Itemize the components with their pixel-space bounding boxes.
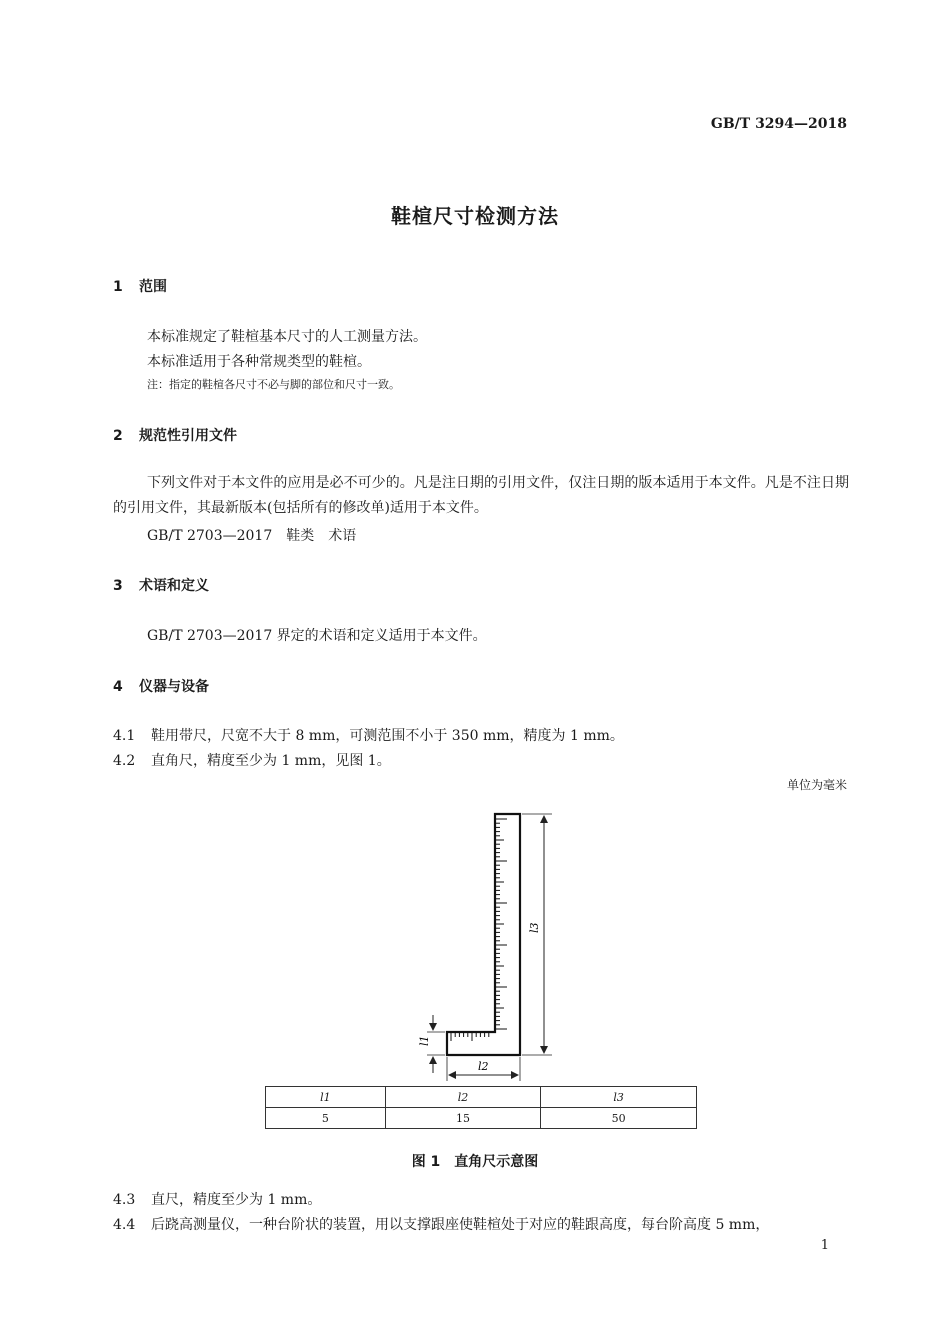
clause-text: 鞋用带尺，尺宽不大于 8 mm，可测范围不小于 350 mm，精度为 1 mm。 (151, 728, 624, 744)
clause-text: 后跷高测量仪，一种台阶状的装置，用以支撑跟座使鞋楦处于对应的鞋跟高度，每台阶高度 5 mm， (151, 1217, 770, 1233)
l3-label: l3 (528, 922, 541, 933)
scope-paragraph-1: 本标准规定了鞋楦基本尺寸的人工测量方法。 (147, 329, 427, 345)
clause-number: 4.1 (113, 728, 136, 744)
horizontal-scale-ticks (451, 1032, 489, 1041)
section-title: 范围 (139, 279, 167, 295)
scope-note: 注：指定的鞋楦各尺寸不必与脚的部位和尺寸一致。 (147, 378, 400, 391)
figure-caption: 图 1 直角尺示意图 (411, 1154, 539, 1170)
units-note: 单位为毫米 (786, 778, 847, 792)
clause-4-4 (113, 1214, 769, 1234)
section-4-heading (113, 676, 209, 696)
clause-4-2 (113, 750, 391, 770)
table-header-row (266, 1087, 697, 1108)
section-title: 仪器与设备 (139, 679, 209, 695)
normative-reference-item: GB/T 2703—2017 鞋类 术语 (147, 528, 357, 544)
table-cell: 15 (385, 1108, 541, 1129)
clause-number: 4.2 (113, 753, 136, 769)
table-header-cell: l3 (541, 1087, 697, 1108)
section-number: 4 (113, 679, 123, 695)
section-number: 3 (113, 578, 123, 594)
ruler-outline (447, 814, 520, 1055)
standard-code: GB/T 3294—2018 (710, 116, 847, 132)
clause-4-1 (113, 725, 624, 745)
section-title: 规范性引用文件 (139, 428, 237, 444)
page-number: 1 (820, 1238, 829, 1253)
l2-label: l2 (478, 1060, 489, 1073)
table-row (266, 1108, 697, 1129)
right-angle-ruler-figure (400, 805, 570, 1085)
section-title: 术语和定义 (139, 578, 209, 594)
section-number: 1 (113, 279, 123, 295)
l1-label: l1 (418, 1035, 431, 1046)
clause-number: 4.4 (113, 1217, 136, 1233)
normative-references-paragraph: 下列文件对于本文件的应用是必不可少的。凡是注日期的引用文件，仅注日期的版本适用于本文件。凡是不注日期的引用文件，其最新版本(包括所有的修改单)适用于本文件。 (113, 475, 849, 516)
clause-4-3 (113, 1189, 321, 1209)
clause-text: 直尺，精度至少为 1 mm。 (151, 1192, 322, 1208)
section-1-heading (113, 276, 167, 296)
clause-text: 直角尺，精度至少为 1 mm，见图 1。 (151, 753, 391, 769)
table-header-cell: l1 (266, 1087, 386, 1108)
section-3-heading (113, 575, 209, 595)
scope-paragraph-2: 本标准适用于各种常规类型的鞋楦。 (147, 354, 371, 370)
clause-number: 4.3 (113, 1192, 136, 1208)
section-number: 2 (113, 428, 123, 444)
document-title: 鞋楦尺寸检测方法 (391, 204, 559, 228)
table-cell: 5 (266, 1108, 386, 1129)
table-cell: 50 (541, 1108, 697, 1129)
vertical-scale-ticks (495, 819, 507, 1029)
table-header-cell: l2 (385, 1087, 541, 1108)
section-2-heading (113, 425, 237, 445)
terms-paragraph: GB/T 2703—2017 界定的术语和定义适用于本文件。 (147, 628, 487, 644)
dimension-table (265, 1086, 697, 1129)
